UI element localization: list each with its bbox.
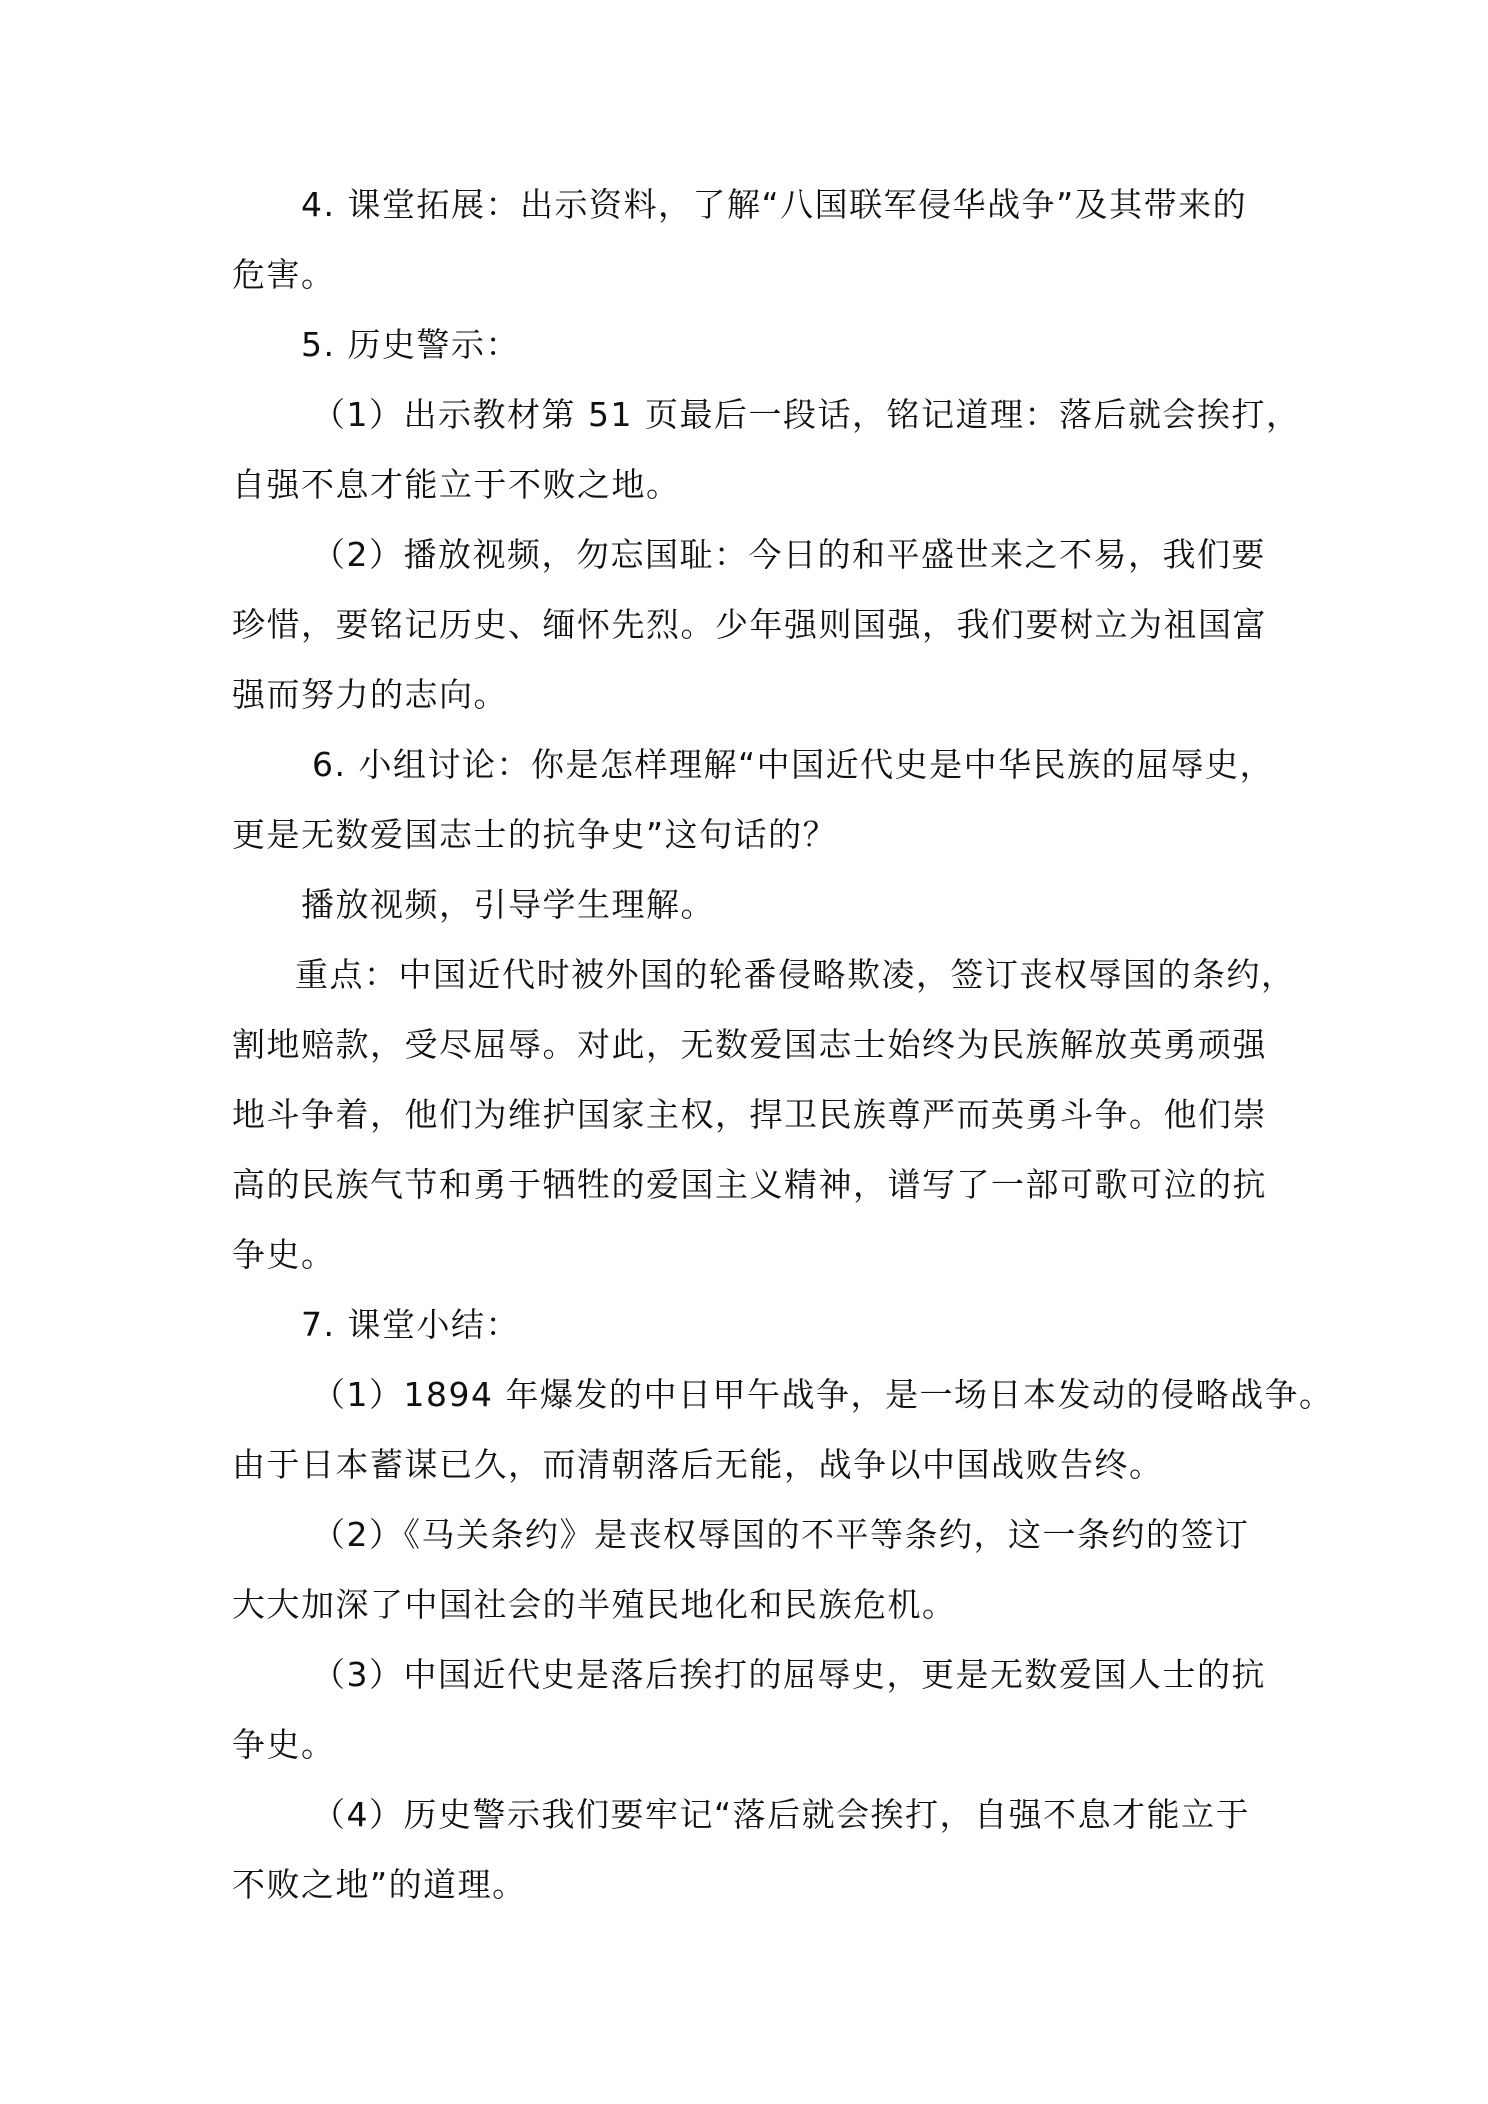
text-line-item5-1: （1）出示教材第 51 页最后一段话，铭记道理：落后就会挨打， (312, 395, 1301, 434)
text-line-keypoint-cont1: 割地赔款，受尽屈辱。对此，无数爱国志士始终为民族解放英勇顽强 (232, 1025, 1267, 1064)
text-line-item5-2: （2）播放视频，勿忘国耻：今日的和平盛世来之不易，我们要 (312, 535, 1266, 574)
text-line-keypoint-cont2: 地斗争着，他们为维护国家主权，捍卫民族尊严而英勇斗争。他们崇 (232, 1095, 1267, 1134)
text-line-item5-heading: 5. 历史警示： (301, 325, 520, 364)
text-line-item6: 6. 小组讨论：你是怎样理解“中国近代史是中华民族的屈辱史， (312, 745, 1275, 784)
text-line-item5-2-cont2: 强而努力的志向。 (232, 675, 508, 714)
text-line-keypoint-cont4: 争史。 (232, 1235, 336, 1274)
text-line-item4: 4. 课堂拓展：出示资料，了解“八国联军侵华战争”及其带来的 (301, 185, 1248, 224)
text-line-keypoint: 重点：中国近代时被外国的轮番侵略欺凌，签订丧权辱国的条约， (295, 955, 1296, 994)
text-line-item6-cont: 更是无数爱国志士的抗争史”这句话的？ (232, 815, 838, 854)
text-line-item7-1: （1）1894 年爆发的中日甲午战争，是一场日本发动的侵略战争。 (312, 1375, 1334, 1414)
text-line-item7-heading: 7. 课堂小结： (301, 1305, 520, 1344)
text-line-item7-4: （4）历史警示我们要牢记“落后就会挨打，自强不息才能立于 (312, 1795, 1251, 1834)
text-line-item4-cont: 危害。 (232, 255, 336, 294)
text-line-item7-2-cont: 大大加深了中国社会的半殖民地化和民族危机。 (232, 1585, 957, 1624)
text-line-item7-4-cont: 不败之地”的道理。 (232, 1865, 527, 1904)
text-line-item7-3: （3）中国近代史是落后挨打的屈辱史，更是无数爱国人士的抗 (312, 1655, 1266, 1694)
text-line-video: 播放视频，引导学生理解。 (301, 885, 715, 924)
text-line-item7-2: （2）《马关条约》是丧权辱国的不平等条约，这一条约的签订 (312, 1515, 1250, 1554)
text-line-item7-1-cont: 由于日本蓄谋已久，而清朝落后无能，战争以中国战败告终。 (232, 1445, 1164, 1484)
text-line-item5-1-cont: 自强不息才能立于不败之地。 (232, 465, 681, 504)
text-line-keypoint-cont3: 高的民族气节和勇于牺牲的爱国主义精神，谱写了一部可歌可泣的抗 (232, 1165, 1267, 1204)
text-line-item7-3-cont: 争史。 (232, 1725, 336, 1764)
text-line-item5-2-cont1: 珍惜，要铭记历史、缅怀先烈。少年强则国强，我们要树立为祖国富 (232, 605, 1267, 644)
